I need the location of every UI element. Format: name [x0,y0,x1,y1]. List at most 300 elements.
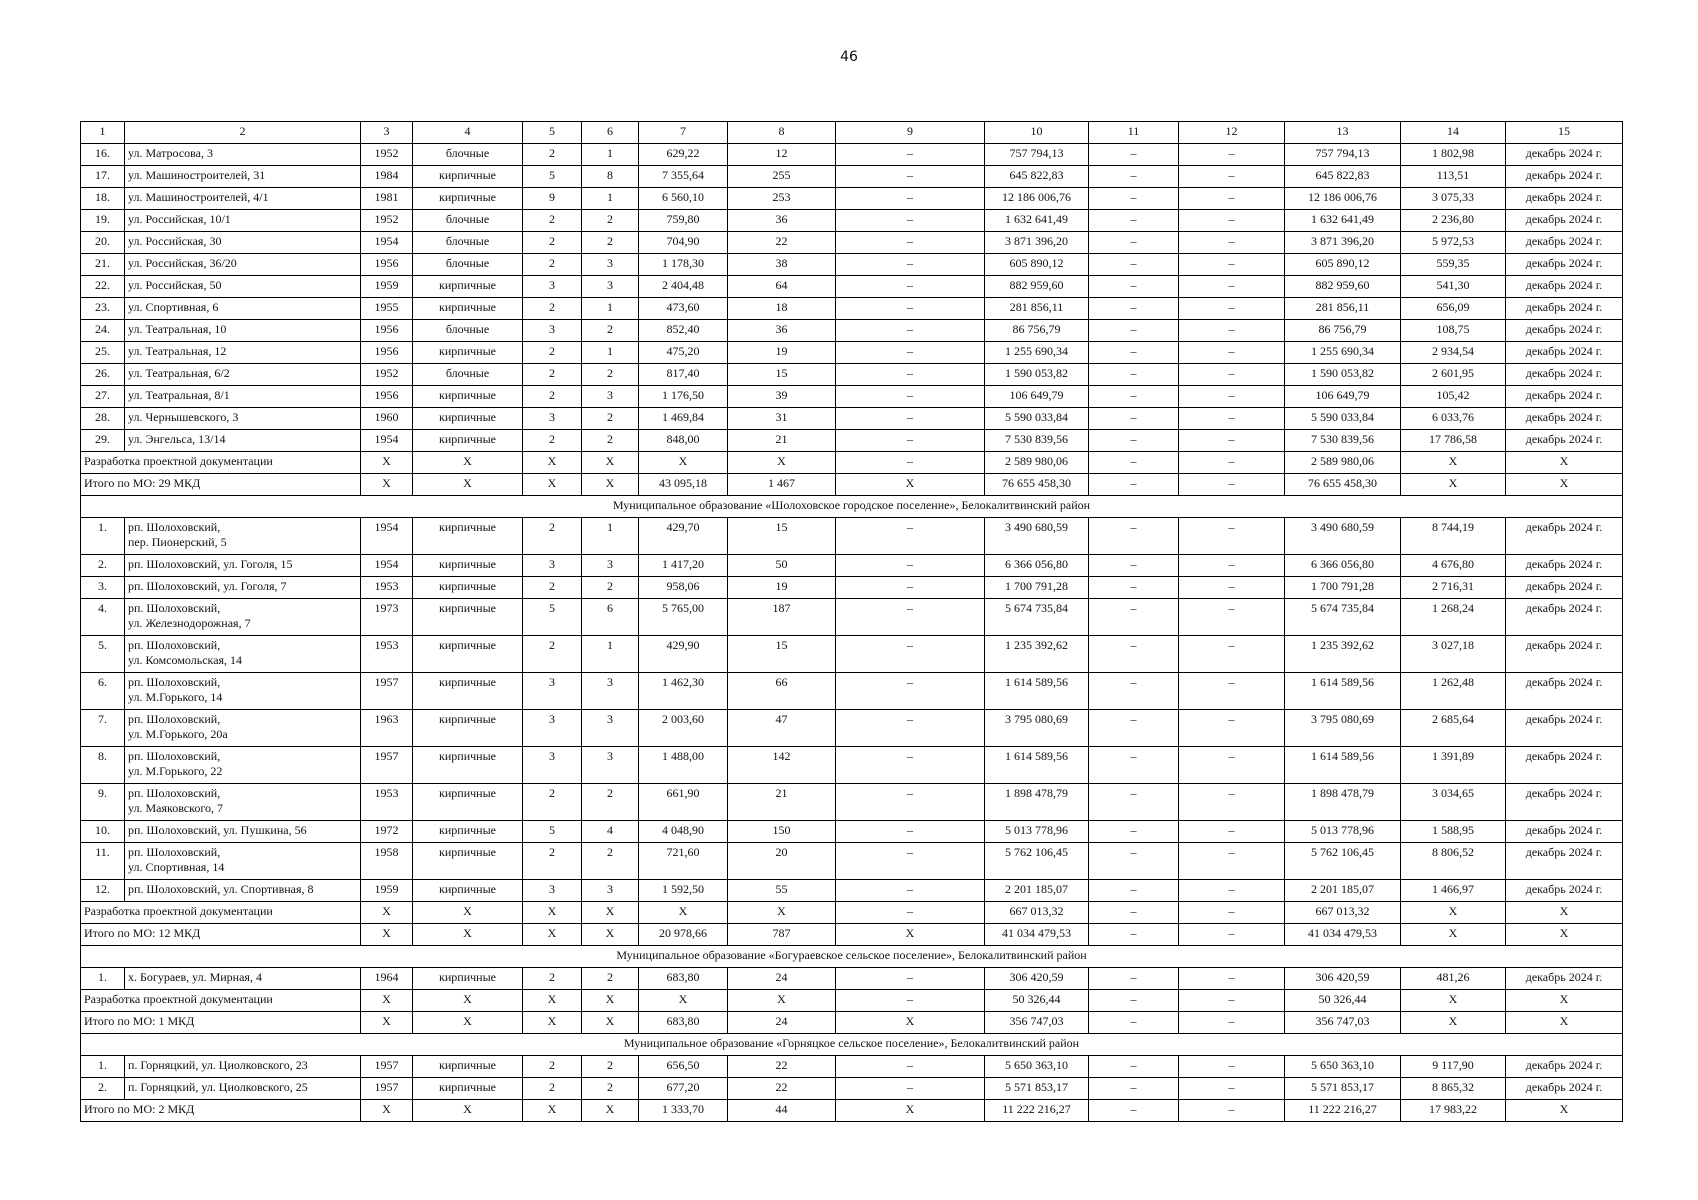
table-cell: 5 650 363,10 [985,1056,1089,1078]
column-number: 6 [582,122,639,144]
table-cell: 1 898 478,79 [985,784,1089,821]
table-cell: 108,75 [1401,320,1506,342]
table-row [81,210,1623,232]
table-cell: – [836,210,985,232]
table-cell: 1960 [361,408,413,430]
address-cell: ул. Театральная, 10 [125,320,361,342]
table-cell: 2 [582,843,639,880]
table-cell: 3 [582,386,639,408]
table-row [81,555,1623,577]
table-cell: 429,90 [639,636,728,673]
table-cell: – [1179,276,1285,298]
table-cell: 1 255 690,34 [1285,342,1401,364]
table-cell: 5 762 106,45 [985,843,1089,880]
table-cell: – [836,386,985,408]
table-cell: 306 420,59 [985,968,1089,990]
address-cell: ул. Театральная, 8/1 [125,386,361,408]
table-cell: декабрь 2024 г. [1506,710,1623,747]
table-cell: X [413,474,523,496]
table-cell: – [1089,232,1179,254]
table-cell: 1953 [361,636,413,673]
address-cell: х. Богураев, ул. Мирная, 4 [125,968,361,990]
table-cell: – [1179,254,1285,276]
table-cell: X [413,924,523,946]
table-cell: 41 034 479,53 [1285,924,1401,946]
table-cell: 3 [582,276,639,298]
table-row [81,408,1623,430]
row-number: 18. [81,188,125,210]
table-cell: – [836,1056,985,1078]
table-cell: 2 [523,518,582,555]
table-cell: 1 333,70 [639,1100,728,1122]
address-cell: ул. Спортивная, 6 [125,298,361,320]
table-cell: 704,90 [639,232,728,254]
table-cell: – [1089,902,1179,924]
table-cell: 1984 [361,166,413,188]
table-cell: 787 [728,924,836,946]
housing-repair-table [80,121,1623,1122]
address-cell: рп. Шолоховский, ул. Маяковского, 7 [125,784,361,821]
table-cell: – [836,342,985,364]
table-cell: 2 [523,232,582,254]
table-cell: 1956 [361,320,413,342]
table-cell: – [1179,188,1285,210]
table-cell: декабрь 2024 г. [1506,298,1623,320]
table-cell: 3 871 396,20 [985,232,1089,254]
table-cell: 3 [582,555,639,577]
address-cell: п. Горняцкий, ул. Циолковского, 25 [125,1078,361,1100]
table-cell: 20 [728,843,836,880]
row-number: 27. [81,386,125,408]
table-cell: кирпичные [413,1056,523,1078]
row-number: 16. [81,144,125,166]
row-number: 26. [81,364,125,386]
table-cell: 1 [582,518,639,555]
table-cell: 5 765,00 [639,599,728,636]
table-cell: 1952 [361,364,413,386]
table-cell: 1952 [361,144,413,166]
table-cell: – [1179,747,1285,784]
table-cell: 4 [582,821,639,843]
table-cell: – [836,1078,985,1100]
table-cell: X [413,902,523,924]
table-cell: блочные [413,364,523,386]
table-cell: 2 201 185,07 [1285,880,1401,902]
table-cell: кирпичные [413,188,523,210]
table-cell: X [1506,902,1623,924]
table-cell: 1957 [361,1078,413,1100]
table-cell: 22 [728,232,836,254]
table-cell: 1957 [361,747,413,784]
table-cell: – [1089,254,1179,276]
row-number: 2. [81,555,125,577]
table-cell: 356 747,03 [985,1012,1089,1034]
table-cell: 1 488,00 [639,747,728,784]
table-row [81,710,1623,747]
row-number: 7. [81,710,125,747]
summary-row [81,1012,1623,1034]
table-cell: 15 [728,636,836,673]
table-cell: 1 178,30 [639,254,728,276]
table-cell: 6 [582,599,639,636]
table-cell: 1981 [361,188,413,210]
table-cell: X [1506,990,1623,1012]
municipality-heading: Муниципальное образование «Шолоховское городское поселение», Белокалитвинский район [81,496,1623,518]
table-cell: 2 [582,1078,639,1100]
row-number: 20. [81,232,125,254]
table-cell: декабрь 2024 г. [1506,210,1623,232]
table-cell: 1 [582,144,639,166]
table-cell: – [1089,880,1179,902]
table-cell: декабрь 2024 г. [1506,166,1623,188]
table-cell: 5 [523,821,582,843]
table-cell: 6 560,10 [639,188,728,210]
table-cell: – [1179,1100,1285,1122]
table-row [81,843,1623,880]
table-cell: 43 095,18 [639,474,728,496]
table-cell: 2 601,95 [1401,364,1506,386]
table-cell: 22 [728,1078,836,1100]
table-cell: – [1179,636,1285,673]
table-cell: декабрь 2024 г. [1506,843,1623,880]
table-cell: 1 268,24 [1401,599,1506,636]
table-cell: – [836,636,985,673]
table-cell: 142 [728,747,836,784]
table-cell: декабрь 2024 г. [1506,430,1623,452]
row-number: 1. [81,518,125,555]
table-cell: 1 898 478,79 [1285,784,1401,821]
summary-label: Итого по МО: 12 МКД [81,924,361,946]
table-cell: блочные [413,254,523,276]
table-cell: кирпичные [413,636,523,673]
table-cell: 1952 [361,210,413,232]
table-cell: 3 795 080,69 [1285,710,1401,747]
table-cell: 2 [523,210,582,232]
table-cell: 3 [582,673,639,710]
table-cell: – [1089,1078,1179,1100]
table-cell: 3 [523,747,582,784]
table-cell: 2 [523,577,582,599]
address-cell: рп. Шолоховский, пер. Пионерский, 5 [125,518,361,555]
table-cell: 1973 [361,599,413,636]
table-cell: 559,35 [1401,254,1506,276]
row-number: 1. [81,968,125,990]
table-cell: 629,22 [639,144,728,166]
table-cell: X [639,990,728,1012]
table-cell: блочные [413,210,523,232]
column-number: 7 [639,122,728,144]
table-cell: X [582,1012,639,1034]
table-cell: 1 [582,342,639,364]
table-cell: X [361,1012,413,1034]
table-cell: декабрь 2024 г. [1506,1056,1623,1078]
table-cell: 1 [582,298,639,320]
table-cell: – [1179,298,1285,320]
table-cell: – [1179,518,1285,555]
table-row [81,254,1623,276]
table-cell: X [582,990,639,1012]
table-cell: 1 590 053,82 [985,364,1089,386]
table-row [81,747,1623,784]
table-row [81,1056,1623,1078]
summary-row [81,1100,1623,1122]
table-cell: – [1089,968,1179,990]
table-cell: – [836,902,985,924]
section-heading-row [81,496,1623,518]
table-cell: 2 [582,232,639,254]
table-cell: 757 794,13 [985,144,1089,166]
table-cell: X [361,452,413,474]
table-cell: декабрь 2024 г. [1506,1078,1623,1100]
table-row [81,188,1623,210]
table-row [81,1078,1623,1100]
table-cell: – [836,254,985,276]
table-cell: – [1179,430,1285,452]
summary-row [81,990,1623,1012]
table-cell: 3 [582,254,639,276]
address-cell: ул. Российская, 36/20 [125,254,361,276]
table-row [81,636,1623,673]
table-cell: кирпичные [413,555,523,577]
table-cell: 656,09 [1401,298,1506,320]
table-cell: – [836,364,985,386]
table-cell: декабрь 2024 г. [1506,320,1623,342]
address-cell: ул. Энгельса, 13/14 [125,430,361,452]
table-cell: 1 632 641,49 [1285,210,1401,232]
column-number: 15 [1506,122,1623,144]
table-cell: блочные [413,232,523,254]
table-cell: 44 [728,1100,836,1122]
address-cell: ул. Театральная, 6/2 [125,364,361,386]
table-cell: 20 978,66 [639,924,728,946]
address-cell: ул. Машиностроителей, 31 [125,166,361,188]
table-cell: декабрь 2024 г. [1506,636,1623,673]
address-cell: рп. Шолоховский, ул. М.Горького, 20а [125,710,361,747]
column-number: 12 [1179,122,1285,144]
table-row [81,342,1623,364]
table-cell: – [1179,320,1285,342]
table-cell: 21 [728,430,836,452]
table-cell: X [361,1100,413,1122]
table-cell: – [1089,474,1179,496]
table-cell: 3 490 680,59 [1285,518,1401,555]
table-cell: X [582,1100,639,1122]
table-cell: – [836,673,985,710]
table-cell: – [1089,1100,1179,1122]
table-cell: – [836,188,985,210]
table-cell: 721,60 [639,843,728,880]
table-cell: 2 [582,210,639,232]
table-cell: 1963 [361,710,413,747]
table-cell: 1 700 791,28 [1285,577,1401,599]
table-cell: 882 959,60 [1285,276,1401,298]
summary-label: Итого по МО: 2 МКД [81,1100,361,1122]
table-cell: 3 [523,673,582,710]
table-cell: – [1089,430,1179,452]
table-cell: X [413,990,523,1012]
table-cell: 1 235 392,62 [1285,636,1401,673]
page-number: 46 [840,49,858,65]
row-number: 5. [81,636,125,673]
table-cell: 5 762 106,45 [1285,843,1401,880]
address-cell: ул. Российская, 50 [125,276,361,298]
table-cell: – [836,821,985,843]
table-row [81,386,1623,408]
table-cell: 113,51 [1401,166,1506,188]
table-cell: 848,00 [639,430,728,452]
table-cell: 5 650 363,10 [1285,1056,1401,1078]
table-cell: – [1089,577,1179,599]
table-cell: X [1401,452,1506,474]
table-cell: X [582,924,639,946]
table-cell: 11 222 216,27 [985,1100,1089,1122]
table-cell: кирпичные [413,968,523,990]
table-cell: 9 [523,188,582,210]
table-cell: – [1179,821,1285,843]
table-cell: 1 [582,188,639,210]
table-cell: 1958 [361,843,413,880]
table-cell: 2 716,31 [1401,577,1506,599]
table-cell: 2 [523,636,582,673]
row-number: 23. [81,298,125,320]
table-cell: 2 [582,364,639,386]
table-cell: 12 [728,144,836,166]
table-cell: X [1401,1012,1506,1034]
address-cell: рп. Шолоховский, ул. М.Горького, 14 [125,673,361,710]
table-cell: 1 614 589,56 [1285,673,1401,710]
table-cell: – [1089,599,1179,636]
table-cell: декабрь 2024 г. [1506,599,1623,636]
table-cell: 5 [523,166,582,188]
table-cell: 1956 [361,254,413,276]
table-cell: 47 [728,710,836,747]
table-cell: декабрь 2024 г. [1506,555,1623,577]
table-cell: X [361,924,413,946]
table-row [81,232,1623,254]
table-cell: X [1401,924,1506,946]
table-cell: X [523,902,582,924]
table-cell: 1 614 589,56 [985,673,1089,710]
table-cell: 5 674 735,84 [985,599,1089,636]
table-cell: – [836,452,985,474]
table-cell: 645 822,83 [985,166,1089,188]
table-cell: 5 013 778,96 [985,821,1089,843]
table-cell: 306 420,59 [1285,968,1401,990]
table-cell: – [1089,320,1179,342]
address-cell: ул. Российская, 30 [125,232,361,254]
table-cell: кирпичные [413,747,523,784]
summary-row [81,474,1623,496]
table-cell: 105,42 [1401,386,1506,408]
table-cell: 2 [582,784,639,821]
table-cell: – [1179,1012,1285,1034]
table-cell: декабрь 2024 г. [1506,968,1623,990]
table-cell: декабрь 2024 г. [1506,880,1623,902]
table-cell: – [1089,1056,1179,1078]
table-cell: декабрь 2024 г. [1506,408,1623,430]
table-cell: 817,40 [639,364,728,386]
table-cell: 22 [728,1056,836,1078]
table-cell: – [836,408,985,430]
table-cell: – [836,555,985,577]
table-cell: 759,80 [639,210,728,232]
table-cell: – [1179,673,1285,710]
table-cell: 1 467 [728,474,836,496]
table-cell: 1954 [361,430,413,452]
table-cell: 2 [523,430,582,452]
table-cell: кирпичные [413,408,523,430]
table-cell: 1954 [361,232,413,254]
table-cell: – [836,880,985,902]
table-cell: декабрь 2024 г. [1506,747,1623,784]
table-cell: кирпичные [413,710,523,747]
row-number: 28. [81,408,125,430]
table-cell: X [1506,1012,1623,1034]
table-cell: 2 [523,1056,582,1078]
table-cell: кирпичные [413,599,523,636]
table-cell: X [836,1012,985,1034]
table-cell: кирпичные [413,784,523,821]
table-cell: 1 632 641,49 [985,210,1089,232]
table-row [81,784,1623,821]
table-cell: 2 934,54 [1401,342,1506,364]
table-cell: – [1179,1078,1285,1100]
table-cell: 429,70 [639,518,728,555]
table-cell: – [1089,555,1179,577]
table-cell: X [728,990,836,1012]
table-cell: – [1089,166,1179,188]
row-number: 17. [81,166,125,188]
table-cell: X [361,474,413,496]
table-cell: – [1179,166,1285,188]
table-cell: 958,06 [639,577,728,599]
table-cell: кирпичные [413,298,523,320]
table-cell: – [1179,710,1285,747]
table-cell: 19 [728,577,836,599]
table-cell: кирпичные [413,673,523,710]
table-cell: кирпичные [413,430,523,452]
table-cell: 8 806,52 [1401,843,1506,880]
table-cell: 66 [728,673,836,710]
table-cell: 3 [523,408,582,430]
table-row [81,518,1623,555]
table-cell: 3 871 396,20 [1285,232,1401,254]
table-cell: 1 614 589,56 [985,747,1089,784]
table-cell: X [413,1012,523,1034]
table-cell: 882 959,60 [985,276,1089,298]
table-row [81,968,1623,990]
table-cell: – [1179,1056,1285,1078]
table-cell: – [1179,880,1285,902]
table-cell: 86 756,79 [1285,320,1401,342]
table-cell: кирпичные [413,518,523,555]
table-cell: – [1089,298,1179,320]
table-cell: 757 794,13 [1285,144,1401,166]
table-cell: 6 366 056,80 [985,555,1089,577]
table-cell: 5 571 853,17 [1285,1078,1401,1100]
table-cell: – [1179,990,1285,1012]
table-cell: 2 [523,144,582,166]
table-cell: декабрь 2024 г. [1506,232,1623,254]
table-cell: 17 983,22 [1401,1100,1506,1122]
table-cell: X [1506,924,1623,946]
column-number: 9 [836,122,985,144]
table-row [81,298,1623,320]
table-cell: 106 649,79 [1285,386,1401,408]
table-cell: – [836,710,985,747]
table-cell: – [836,577,985,599]
table-cell: 281 856,11 [1285,298,1401,320]
